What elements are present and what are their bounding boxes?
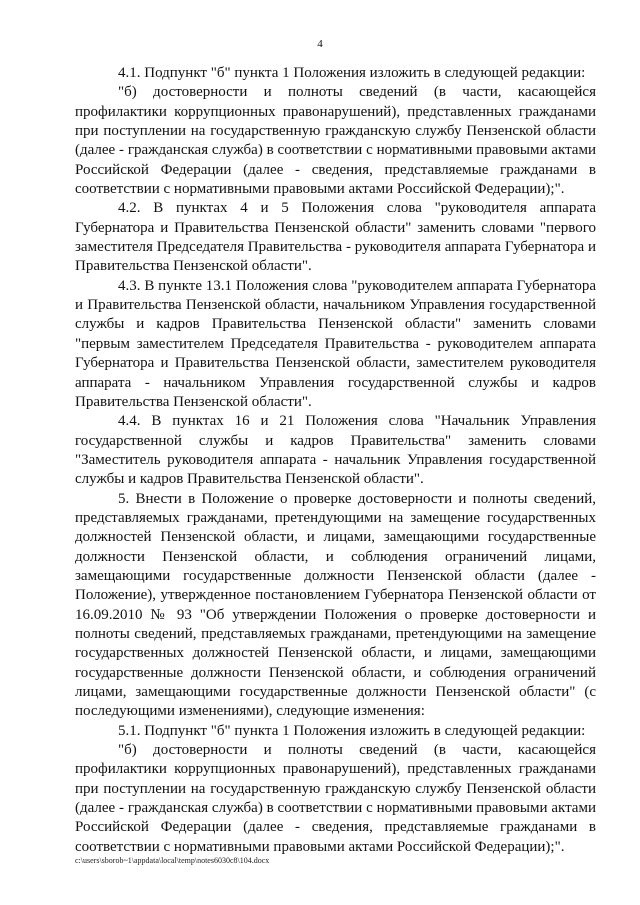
paragraph-4-4: 4.4. В пунктах 16 и 21 Положения слова "Начальник Управления государственной службы и кадров Правительства" заменить словами "Заместитель руководителя аппарата - начальник Управления государственной службы и кадров Правительства Пензенской области". xyxy=(75,413,596,488)
page-number: 4 xyxy=(317,38,323,50)
paragraph-5: 5. Внести в Положение о проверке достоверности и полноты сведений, представляемых гражданами, претендующими на замещение государственных должностей Пензенской области, и лицами, замещающими государственные должности Пензенской области, и соблюдения ограничений лицами, замещающими государственные должности Пензенской области (далее - Положение), утвержденное постановлением Губернатора Пензенской области от 16.09.2010 № 93 "Об утверждении Положения о проверке достоверности и полноты сведений, представляемых гражданами, претендующими на замещение государственных должностей Пензенской области, и лицами, замещающими государственные должности Пензенской области, и соблюдения ограничений лицами, замещающими государственные должности Пензенской области" (с последующими изменениями), следующие изменения: xyxy=(75,490,596,720)
document-body xyxy=(75,64,596,857)
paragraph-4-1-text: "б) достоверности и полноты сведений (в части, касающейся профилактики коррупционных правонарушений), представленных гражданами при поступлении на государственную гражданскую службу Пензенской области (далее - гражданская служба) в соответствии с нормативными правовыми актами Российской Федерации (далее - сведения, представляемые гражданами в соответствии с нормативными правовыми актами Российской Федерации);". xyxy=(75,84,596,198)
paragraph-5-1-text: "б) достоверности и полноты сведений (в части, касающейся профилактики коррупционных правонарушений), представленных гражданами при поступлении на государственную гражданскую службу Пензенской области (далее - гражданская служба) в соответствии с нормативными правовыми актами Российской Федерации (далее - сведения, представляемые гражданами в соответствии с нормативными правовыми актами Российской Федерации);". xyxy=(75,742,596,855)
paragraph-4-1: 4.1. Подпункт "б" пункта 1 Положения изложить в следующей редакции: xyxy=(118,65,586,81)
paragraph-4-2: 4.2. В пунктах 4 и 5 Положения слова "руководителя аппарата Губернатора и Правительства Пензенской области" заменить словами "первого заместителя Председателя Правительства - руководителя аппарата Губернатора и Правительства Пензенской области". xyxy=(75,200,596,275)
paragraph-4-3: 4.3. В пункте 13.1 Положения слова "руководителем аппарата Губернатора и Правительства Пензенской области, начальником Управления государственной службы и кадров Правительства Пензенской области" заменить словами "первым заместителем Председателя Правительства - руководителем аппарата Губернатора и Правительства Пензенской области, заместителем руководителя аппарата - начальником Управления государственной службы и кадров Правительства Пензенской области". xyxy=(75,277,596,410)
footer-file-path: c:\users\sborob~1\appdata\local\temp\notes6030c8\104.docx xyxy=(75,856,270,865)
paragraph-5-1: 5.1. Подпункт "б" пункта 1 Положения изложить в следующей редакции: xyxy=(118,722,586,739)
